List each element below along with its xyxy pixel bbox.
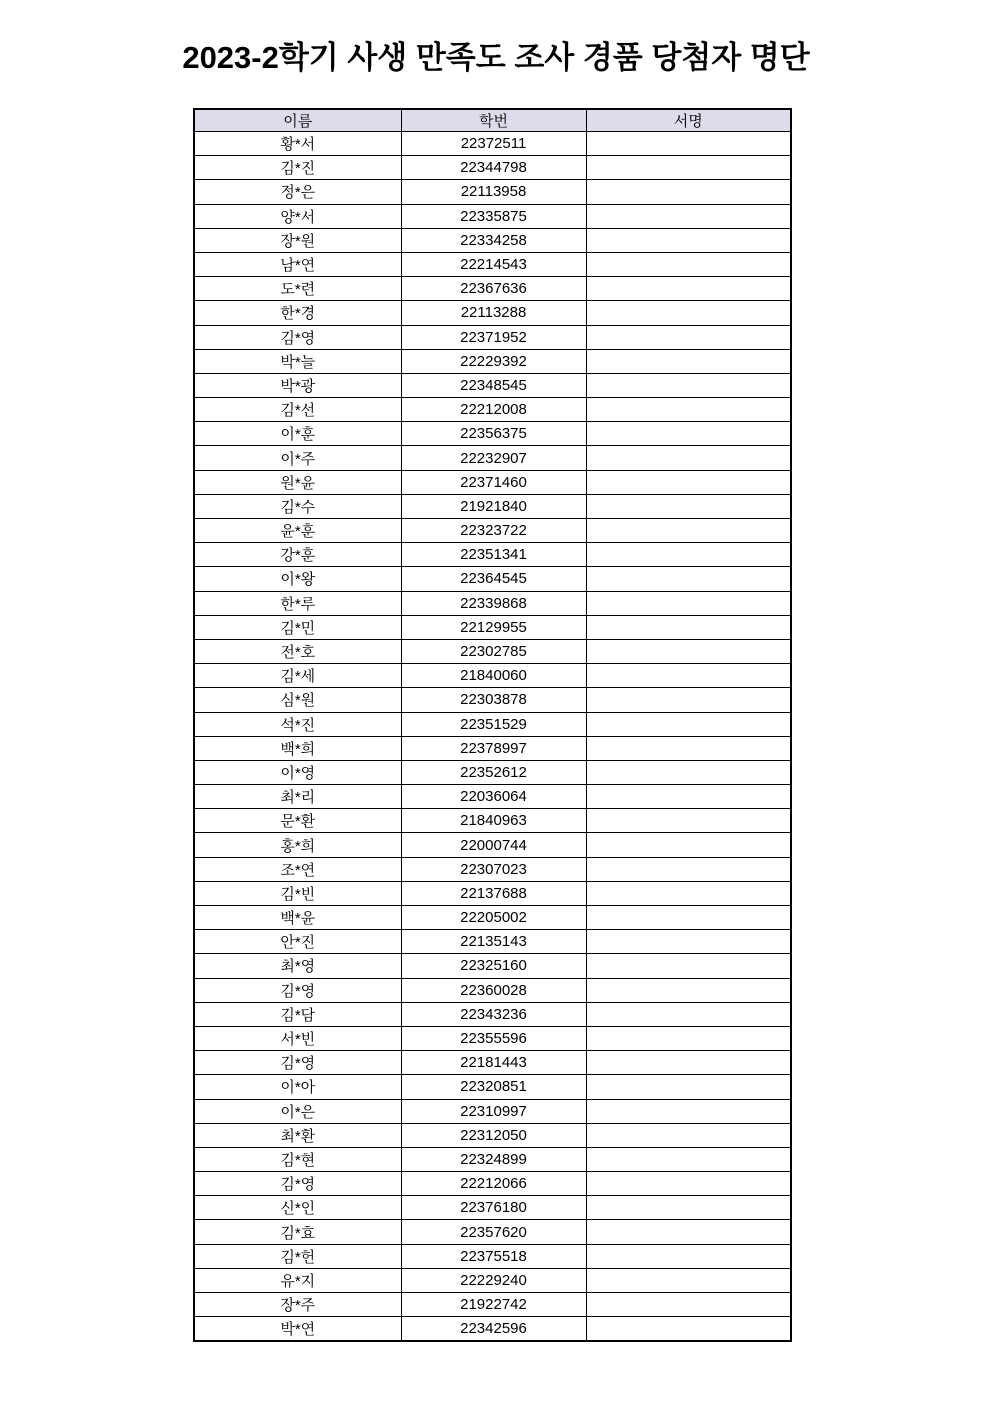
name-cell: 심*원 (194, 688, 401, 712)
name-cell: 백*희 (194, 736, 401, 760)
signature-cell (586, 809, 791, 833)
signature-cell (586, 180, 791, 204)
signature-cell (586, 543, 791, 567)
column-header-signature: 서명 (586, 109, 791, 132)
student-id-cell: 22181443 (401, 1051, 586, 1075)
name-cell: 장*주 (194, 1293, 401, 1317)
student-id-cell: 22320851 (401, 1075, 586, 1099)
name-cell: 원*윤 (194, 470, 401, 494)
signature-cell (586, 277, 791, 301)
student-id-cell: 22360028 (401, 978, 586, 1002)
signature-cell (586, 325, 791, 349)
signature-cell (586, 398, 791, 422)
signature-cell (586, 567, 791, 591)
table-row (194, 833, 791, 857)
student-id-cell: 22324899 (401, 1147, 586, 1171)
table-row (194, 978, 791, 1002)
table-row (194, 906, 791, 930)
name-cell: 이*주 (194, 446, 401, 470)
student-id-cell: 22372511 (401, 132, 586, 156)
signature-cell (586, 785, 791, 809)
student-id-cell: 22348545 (401, 373, 586, 397)
signature-cell (586, 156, 791, 180)
student-id-cell: 22302785 (401, 639, 586, 663)
name-cell: 김*수 (194, 494, 401, 518)
signature-cell (586, 1293, 791, 1317)
table-row (194, 1244, 791, 1268)
table-row (194, 373, 791, 397)
name-cell: 유*지 (194, 1268, 401, 1292)
student-id-cell: 21922742 (401, 1293, 586, 1317)
signature-cell (586, 1075, 791, 1099)
name-cell: 도*련 (194, 277, 401, 301)
name-cell: 한*경 (194, 301, 401, 325)
page-title: 2023-2학기 사생 만족도 조사 경품 당첨자 명단 (182, 40, 810, 75)
table-row (194, 446, 791, 470)
student-id-cell: 22000744 (401, 833, 586, 857)
signature-cell (586, 760, 791, 784)
student-id-cell: 22229392 (401, 349, 586, 373)
signature-cell (586, 1147, 791, 1171)
table-row (194, 470, 791, 494)
name-cell: 서*빈 (194, 1026, 401, 1050)
table-row (194, 422, 791, 446)
student-id-cell: 22205002 (401, 906, 586, 930)
name-cell: 김*담 (194, 1002, 401, 1026)
table-row (194, 1196, 791, 1220)
signature-cell (586, 1099, 791, 1123)
name-cell: 박*연 (194, 1317, 401, 1342)
name-cell: 강*훈 (194, 543, 401, 567)
signature-cell (586, 591, 791, 615)
table-row (194, 543, 791, 567)
signature-cell (586, 446, 791, 470)
name-cell: 김*영 (194, 325, 401, 349)
name-cell: 이*아 (194, 1075, 401, 1099)
student-id-cell: 22113958 (401, 180, 586, 204)
table-row (194, 1147, 791, 1171)
signature-cell (586, 639, 791, 663)
student-id-cell: 22334258 (401, 228, 586, 252)
signature-cell (586, 252, 791, 276)
name-cell: 이*훈 (194, 422, 401, 446)
signature-cell (586, 519, 791, 543)
name-cell: 양*서 (194, 204, 401, 228)
table-row (194, 1293, 791, 1317)
table-row (194, 228, 791, 252)
table-row (194, 760, 791, 784)
signature-cell (586, 664, 791, 688)
signature-cell (586, 1123, 791, 1147)
name-cell: 이*은 (194, 1099, 401, 1123)
table-row (194, 1268, 791, 1292)
name-cell: 이*왕 (194, 567, 401, 591)
table-row (194, 519, 791, 543)
signature-cell (586, 712, 791, 736)
name-cell: 박*광 (194, 373, 401, 397)
table-row (194, 398, 791, 422)
name-cell: 박*늘 (194, 349, 401, 373)
name-cell: 석*진 (194, 712, 401, 736)
signature-cell (586, 1244, 791, 1268)
signature-cell (586, 736, 791, 760)
name-cell: 신*인 (194, 1196, 401, 1220)
student-id-cell: 22351529 (401, 712, 586, 736)
student-id-cell: 22323722 (401, 519, 586, 543)
table-row (194, 736, 791, 760)
name-cell: 김*진 (194, 156, 401, 180)
name-cell: 장*원 (194, 228, 401, 252)
signature-cell (586, 470, 791, 494)
name-cell: 김*영 (194, 1051, 401, 1075)
table-row (194, 349, 791, 373)
winners-table-header (194, 109, 791, 132)
student-id-cell: 22375518 (401, 1244, 586, 1268)
student-id-cell: 22343236 (401, 1002, 586, 1026)
signature-cell (586, 1172, 791, 1196)
name-cell: 김*민 (194, 615, 401, 639)
student-id-cell: 22367636 (401, 277, 586, 301)
student-id-cell: 22232907 (401, 446, 586, 470)
table-row (194, 1172, 791, 1196)
signature-cell (586, 615, 791, 639)
table-row (194, 156, 791, 180)
student-id-cell: 22371460 (401, 470, 586, 494)
signature-cell (586, 906, 791, 930)
signature-cell (586, 1002, 791, 1026)
name-cell: 김*현 (194, 1147, 401, 1171)
name-cell: 윤*훈 (194, 519, 401, 543)
student-id-cell: 22342596 (401, 1317, 586, 1342)
table-row (194, 712, 791, 736)
name-cell: 최*영 (194, 954, 401, 978)
name-cell: 황*서 (194, 132, 401, 156)
name-cell: 김*선 (194, 398, 401, 422)
student-id-cell: 22137688 (401, 881, 586, 905)
table-row (194, 1123, 791, 1147)
student-id-cell: 22135143 (401, 930, 586, 954)
student-id-cell: 22378997 (401, 736, 586, 760)
name-cell: 이*영 (194, 760, 401, 784)
student-id-cell: 22355596 (401, 1026, 586, 1050)
student-id-cell: 22229240 (401, 1268, 586, 1292)
table-row (194, 881, 791, 905)
signature-cell (586, 349, 791, 373)
table-row (194, 301, 791, 325)
header-row (194, 109, 791, 132)
student-id-cell: 22113288 (401, 301, 586, 325)
name-cell: 안*진 (194, 930, 401, 954)
table-row (194, 591, 791, 615)
signature-cell (586, 833, 791, 857)
signature-cell (586, 204, 791, 228)
signature-cell (586, 881, 791, 905)
student-id-cell: 22344798 (401, 156, 586, 180)
name-cell: 정*은 (194, 180, 401, 204)
student-id-cell: 22312050 (401, 1123, 586, 1147)
table-row (194, 1075, 791, 1099)
name-cell: 문*환 (194, 809, 401, 833)
student-id-cell: 22325160 (401, 954, 586, 978)
name-cell: 김*헌 (194, 1244, 401, 1268)
student-id-cell: 21921840 (401, 494, 586, 518)
signature-cell (586, 1051, 791, 1075)
column-header-name: 이름 (194, 109, 401, 132)
signature-cell (586, 1196, 791, 1220)
table-row (194, 688, 791, 712)
signature-cell (586, 1268, 791, 1292)
name-cell: 전*호 (194, 639, 401, 663)
table-row (194, 1002, 791, 1026)
signature-cell (586, 1026, 791, 1050)
name-cell: 최*환 (194, 1123, 401, 1147)
table-row (194, 664, 791, 688)
student-id-cell: 22356375 (401, 422, 586, 446)
winners-table (193, 108, 792, 1342)
table-row (194, 809, 791, 833)
student-id-cell: 22303878 (401, 688, 586, 712)
student-id-cell: 21840060 (401, 664, 586, 688)
name-cell: 김*빈 (194, 881, 401, 905)
signature-cell (586, 1220, 791, 1244)
student-id-cell: 22129955 (401, 615, 586, 639)
table-row (194, 1220, 791, 1244)
student-id-cell: 22364545 (401, 567, 586, 591)
student-id-cell: 22307023 (401, 857, 586, 881)
student-id-cell: 22352612 (401, 760, 586, 784)
signature-cell (586, 688, 791, 712)
table-row (194, 204, 791, 228)
table-row (194, 325, 791, 349)
table-row (194, 1317, 791, 1342)
table-row (194, 857, 791, 881)
table-row (194, 615, 791, 639)
student-id-cell: 22212066 (401, 1172, 586, 1196)
student-id-cell: 22339868 (401, 591, 586, 615)
name-cell: 김*세 (194, 664, 401, 688)
signature-cell (586, 228, 791, 252)
table-row (194, 954, 791, 978)
signature-cell (586, 857, 791, 881)
student-id-cell: 21840963 (401, 809, 586, 833)
student-id-cell: 22212008 (401, 398, 586, 422)
student-id-cell: 22310997 (401, 1099, 586, 1123)
table-row (194, 785, 791, 809)
table-row (194, 180, 791, 204)
name-cell: 최*리 (194, 785, 401, 809)
table-row (194, 132, 791, 156)
name-cell: 김*효 (194, 1220, 401, 1244)
student-id-cell: 22376180 (401, 1196, 586, 1220)
table-row (194, 252, 791, 276)
signature-cell (586, 422, 791, 446)
winners-table-body (194, 132, 791, 1342)
student-id-cell: 22036064 (401, 785, 586, 809)
student-id-cell: 22214543 (401, 252, 586, 276)
name-cell: 김*영 (194, 978, 401, 1002)
table-row (194, 494, 791, 518)
signature-cell (586, 494, 791, 518)
name-cell: 백*윤 (194, 906, 401, 930)
student-id-cell: 22351341 (401, 543, 586, 567)
signature-cell (586, 132, 791, 156)
signature-cell (586, 1317, 791, 1342)
signature-cell (586, 930, 791, 954)
signature-cell (586, 978, 791, 1002)
name-cell: 김*영 (194, 1172, 401, 1196)
table-row (194, 1099, 791, 1123)
signature-cell (586, 954, 791, 978)
column-header-student-id: 학번 (401, 109, 586, 132)
name-cell: 조*연 (194, 857, 401, 881)
table-row (194, 639, 791, 663)
table-row (194, 1026, 791, 1050)
student-id-cell: 22357620 (401, 1220, 586, 1244)
name-cell: 남*연 (194, 252, 401, 276)
name-cell: 한*루 (194, 591, 401, 615)
table-row (194, 567, 791, 591)
student-id-cell: 22371952 (401, 325, 586, 349)
signature-cell (586, 373, 791, 397)
table-row (194, 930, 791, 954)
table-row (194, 1051, 791, 1075)
name-cell: 홍*희 (194, 833, 401, 857)
table-row (194, 277, 791, 301)
signature-cell (586, 301, 791, 325)
student-id-cell: 22335875 (401, 204, 586, 228)
